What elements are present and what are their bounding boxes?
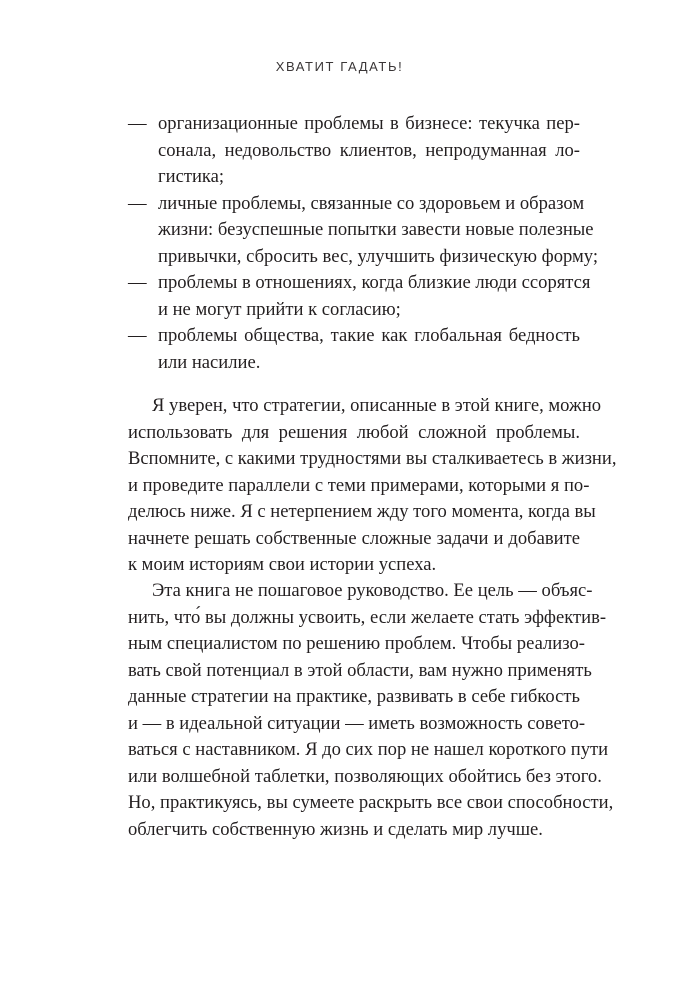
text-line: ным специалистом по решению проблем. Чтобы реализо-: [128, 633, 585, 654]
list-item: [128, 111, 580, 191]
text-line: организационные проблемы в бизнесе: текучка пер-: [158, 113, 580, 134]
text-line: сонала, недовольство клиентов, непродуманная ло-: [158, 139, 580, 161]
list-dash: —: [128, 272, 147, 293]
text-line: вать свой потенциал в этой области, вам нужно применять: [128, 659, 592, 681]
text-line: проблемы в отношениях, когда близкие люди ссорятся: [158, 272, 591, 293]
text-line: к моим историям свои истории успеха.: [128, 554, 437, 575]
body-paragraph: [128, 393, 617, 579]
text-line: данные стратегии на практике, развивать в себе гибкость: [128, 686, 580, 707]
list-item: [128, 323, 580, 376]
text-line: привычки, сбросить вес, улучшить физическую форму;: [158, 245, 598, 267]
text-line: личные проблемы, связанные со здоровьем и образом: [158, 192, 585, 214]
list-dash: —: [128, 113, 147, 134]
text-line: облегчить собственную жизнь и сделать мир лучше.: [128, 818, 543, 840]
text-line: Я уверен, что стратегии, описанные в этой книге, можно: [152, 395, 602, 416]
text-line: делюсь ниже. Я с нетерпением жду того момента, когда вы: [128, 501, 596, 522]
text-line: ваться с наставником. Я до сих пор не нашел короткого пути: [128, 739, 609, 760]
body-paragraph: [128, 578, 614, 843]
running-head: ХВАТИТ ГАДАТЬ!: [275, 59, 404, 74]
list-dash: —: [128, 192, 147, 214]
text-line: гистика;: [158, 166, 225, 187]
text-line: и проведите параллели с теми примерами, которыми я по-: [128, 474, 590, 496]
text-line: использовать для решения любой сложной проблемы.: [128, 421, 580, 443]
text-line: и не могут прийти к согласию;: [158, 298, 401, 320]
text-line: и — в идеальной ситуации — иметь возможность совето-: [128, 712, 586, 734]
text-line: или волшебной таблетки, позволяющих обойтись без этого.: [128, 765, 602, 787]
text-line: начнете решать собственные сложные задачи и добавите: [128, 527, 580, 549]
text-line: Эта книга не пошаговое руководство. Ее цель — объяс-: [152, 580, 593, 601]
text-line: нить, что́ вы должны усвоить, если желаете стать эффектив-: [128, 606, 607, 628]
list-item: [128, 270, 591, 323]
text-line: проблемы общества, такие как глобальная бедность: [158, 325, 580, 346]
text-line: или насилие.: [158, 351, 261, 373]
text-line: Вспомните, с какими трудностями вы сталкиваетесь в жизни,: [128, 448, 617, 469]
problem-list: [128, 111, 598, 376]
text-line: жизни: безуспешные попытки завести новые полезные: [158, 219, 594, 240]
list-dash: —: [128, 325, 147, 346]
text-line: Но, практикуясь, вы сумеете раскрыть все свои способности,: [128, 792, 614, 813]
list-item: [128, 191, 598, 271]
